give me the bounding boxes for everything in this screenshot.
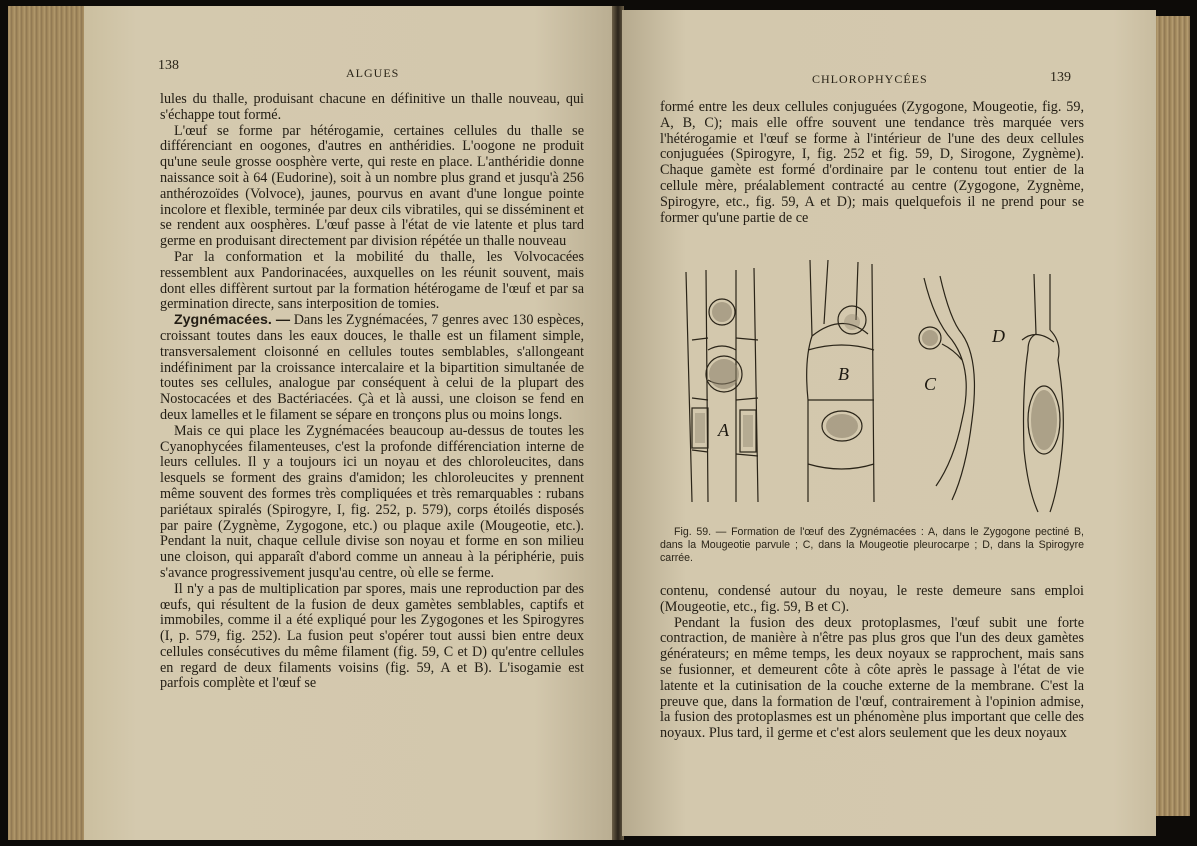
right-page: [622, 10, 1156, 836]
paragraph: lules du thalle, produisant chacune en définitive un thalle nouveau, qui s'échappe tout formé.: [160, 91, 584, 123]
caption-text: Fig. 59. — Formation de l'œuf des Zygnémacées : A, dans le Zygogone pectiné B, dans la Mougeotie parvule ; C, dans la Mougeotie pleurocarpe ; D, dans la Spirogyre carrée.: [660, 526, 1084, 564]
running-head: CHLOROPHYCÉES: [812, 72, 928, 86]
paragraph: Mais ce qui place les Zygnémacées beaucoup au-dessus de toutes les Cyanophycées filamenteuses, c'est la profonde différenciation interne de leurs cellules. Il y a toujours ici un noyau et des chloroleucites, dans lesquels se forment des grains d'amidon; les chloroleucites y prennent même souvent des formes très compliquées et très remarquables : rubans pariétaux spiralés (Spirogyre, I, fig. 252, p. 579), corps étoilés disposés par paire (Zygnème, Zygogone, etc.) ou plaque axile (Mougeotie, etc.). Pendant la nuit, chaque cellule divise son noyau et forme en son milieu une cloison, qui apparaît d'abord comme un anneau à la périphérie, puis s'avance progressivement jusqu'au centre, où elle se ferme.: [160, 422, 584, 581]
body-text-bottom: [660, 584, 1084, 742]
paragraph: L'œuf se forme par hétérogamie, certaines cellules du thalle se différenciant en oogones, d'autres en anthéridies. L'oogone ne produit qu'une seule grosse oosphère verte, qui reste en place. L'anthéridie donne naissance soit à 64 (Eudorine), soit à un nombre plus grand et jusqu'à 256 anthérozoïdes (Volvoce), jaunes, pourvus en avant d'une longue pointe incolore et flexible, terminée par deux cils vibratiles, qui se disséminent et se rendent aux oosphères. L'œuf passe à l'état de vie latente et plus tard germe en produisant directement par division répétée un thalle nouveau: [160, 122, 584, 250]
paragraph: formé entre les deux cellules conjuguées (Zygogone, Mougeotie, fig. 59, A, B, C); mais elle offre souvent une tendance très marquée vers l'hétérogamie et l'œuf se forme à l'intérieur de l'une des deux cellules conjuguées (Spirogyre, I, fig. 252 et fig. 59, D, Sirogone, Zygnème). Chaque gamète est formé d'ordinaire par le contenu tout entier de la cellule mère, préalablement contracté au centre (Zygogone, Zygnème, Spirogyre, etc., fig. 59, A et D); mais quelquefois il ne prend pour se former qu'une partie de ce: [660, 99, 1084, 226]
left-page: [84, 6, 614, 840]
page-number: 138: [158, 58, 179, 73]
figure-label-a: A: [718, 420, 729, 440]
paragraph: Il n'y a pas de multiplication par spores, mais une reproduction par des œufs, qui résultent de la fusion de deux gamètes semblables, captifs et immobiles, comme il a été expliqué pour les Zygogones et les Spirogyres (I, p. 579, fig. 252). La fusion peut s'opérer tout aussi bien entre deux cellules consécutives du même filament (fig. 59, C et D) qu'entre cellules en regard de deux filaments voisins (fig. 59, A et B). L'isogamie est parfois complète et l'œuf se: [160, 580, 584, 692]
figure-59-illustration: [662, 250, 1082, 520]
body-text-top: [660, 100, 1084, 226]
figure-label-c: C: [924, 374, 937, 394]
running-head: ALGUES: [346, 66, 400, 80]
section-heading: Zygnémacées. —: [174, 312, 291, 329]
paragraph: Par la conformation et la mobilité du thalle, les Volvocacées ressemblent aux Pandorinacées, auxquelles on les réunit souvent, mais dont elles diffèrent surtout par la formation hétérogame de l'œuf et par sa germination directe, sans interposition de tomies.: [160, 248, 584, 313]
paragraph: contenu, condensé autour du noyau, le reste demeure sans emploi (Mougeotie, etc., fig. 59, B et C).: [660, 583, 1084, 615]
figure-caption: [660, 526, 1084, 565]
figure-label-d: D: [992, 326, 1005, 346]
page-edges-right: [1156, 16, 1190, 816]
figure-label-b: B: [838, 364, 849, 384]
page-number: 139: [1050, 70, 1071, 85]
paragraph-zygnemacees: [160, 313, 584, 424]
paragraph-text: Dans les Zygnémacées, 7 genres avec 130 espèces, croissant toutes dans les eaux douces, le thalle est un filament simple, transversalement cloisonné en cellules toutes semblables, s'allongeant indéfiniment par la croissance intercalaire et la bipartition simultanée de toutes ses cellules, analogue par conséquent à celui de la plupart des Nostocacées et des Bactériacées. Çà et là aussi, une cloison se fend en deux lamelles et le filament se sépare en tronçons plus ou moins longs.: [160, 312, 584, 423]
open-book: [8, 6, 1190, 840]
page-edges-left: [8, 6, 86, 840]
body-text: [160, 92, 584, 692]
paragraph: Pendant la fusion des deux protoplasmes, l'œuf subit une forte contraction, de manière à n'être pas plus gros que l'un des deux gamètes générateurs; en même temps, les deux noyaux se rapprochent, mais sans se fusionner, et demeurent côte à côte après le passage à l'état de vie latente et la cutinisation de la couche externe de la membrane. C'est la preuve que, dans la formation de l'œuf, contrairement à l'opinion admise, la fusion des protoplasmes est un phénomène plus important que celle des noyaux. Plus tard, il germe et c'est alors seulement que les deux noyaux: [660, 614, 1084, 742]
